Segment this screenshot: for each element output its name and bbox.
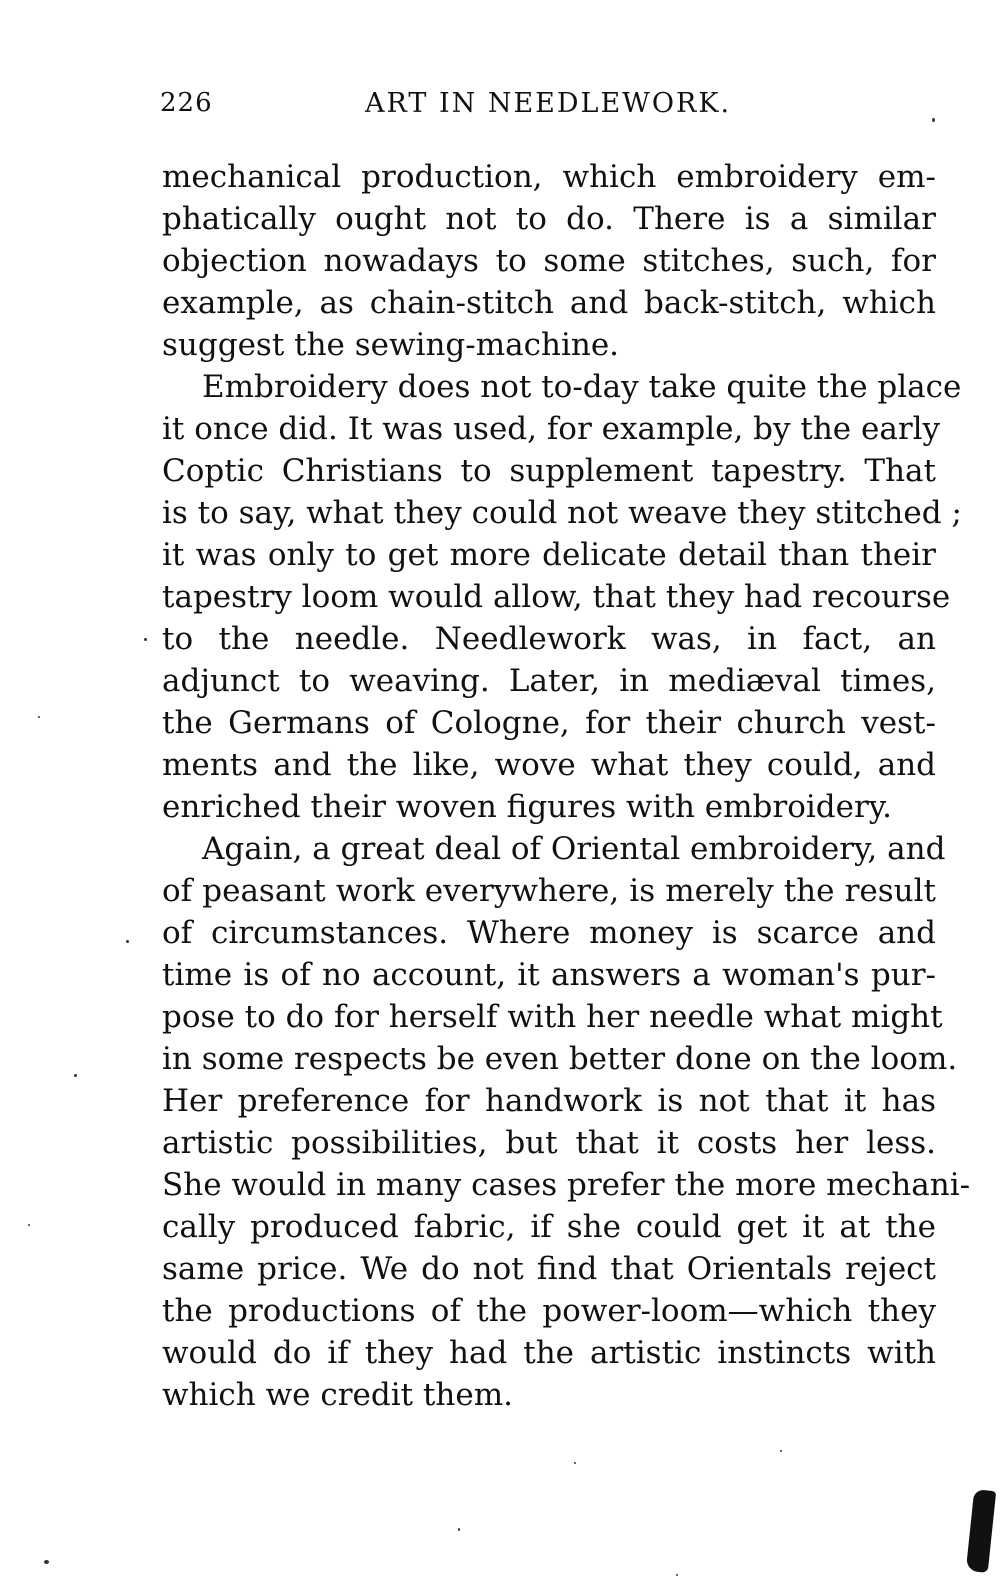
text-line: it once did. It was used, for example, by the early (162, 411, 941, 447)
scan-speck (44, 1560, 49, 1564)
text-line: She would in many cases prefer the more mechani- (162, 1167, 971, 1203)
text-line: phatically ought not to do. There is a similar (162, 201, 936, 237)
page-header (160, 88, 940, 128)
text-line: pose to do for herself with her needle what might (162, 999, 943, 1035)
scan-speck (38, 716, 40, 718)
text-line: time is of no account, it answers a woman's pur- (162, 957, 936, 993)
scan-speck (676, 1574, 678, 1576)
text-line: in some respects be even better done on the loom. (162, 1041, 958, 1077)
text-line: Embroidery does not to-day take quite the place (202, 369, 962, 405)
text-line: would do if they had the artistic instincts with (162, 1335, 936, 1371)
text-line: same price. We do not find that Orientals reject (162, 1251, 936, 1287)
text-line: example, as chain-stitch and back-stitch, which (162, 285, 936, 321)
text-line: the Germans of Cologne, for their church vest- (162, 705, 936, 741)
scan-speck (574, 1462, 576, 1464)
scan-speck (144, 638, 147, 641)
scan-speck (28, 1224, 30, 1226)
text-line: to the needle. Needlework was, in fact, an (162, 621, 936, 657)
text-line: is to say, what they could not weave they stitched ; (162, 495, 962, 531)
paragraph-1 (162, 156, 936, 366)
text-line: Her preference for handwork is not that it has (162, 1083, 936, 1119)
text-line: of circumstances. Where money is scarce and (162, 915, 936, 951)
text-line: adjunct to weaving. Later, in mediæval times, (162, 663, 936, 699)
text-line: which we credit them. (162, 1377, 513, 1413)
text-line: tapestry loom would allow, that they had recourse (162, 579, 951, 615)
text-line: suggest the sewing-machine. (162, 327, 620, 363)
text-line: of peasant work everywhere, is merely the result (162, 873, 936, 909)
scan-edge-mark (966, 1489, 996, 1573)
text-line: artistic possibilities, but that it costs her less. (162, 1125, 936, 1161)
text-line: the productions of the power-loom—which they (162, 1293, 936, 1329)
scan-speck (458, 1528, 460, 1531)
running-title: ART IN NEEDLEWORK. (365, 88, 732, 119)
page-number: 226 (160, 88, 213, 118)
text-line: Again, a great deal of Oriental embroidery, and (202, 831, 946, 867)
text-line: enriched their woven figures with embroidery. (162, 789, 893, 825)
scan-speck (780, 1450, 782, 1452)
text-line: Coptic Christians to supplement tapestry. That (162, 453, 936, 489)
scan-speck (126, 940, 129, 943)
scan-speck (932, 118, 935, 122)
paragraph-2 (162, 366, 962, 828)
text-line: ments and the like, wove what they could, and (162, 747, 936, 783)
text-line: mechanical production, which embroidery em- (162, 159, 936, 195)
paragraph-3 (162, 828, 971, 1416)
body-text (162, 156, 971, 1416)
text-line: objection nowadays to some stitches, such, for (162, 243, 936, 279)
scan-speck (74, 1074, 77, 1077)
text-line: cally produced fabric, if she could get it at the (162, 1209, 936, 1245)
text-line: it was only to get more delicate detail than their (162, 537, 936, 573)
